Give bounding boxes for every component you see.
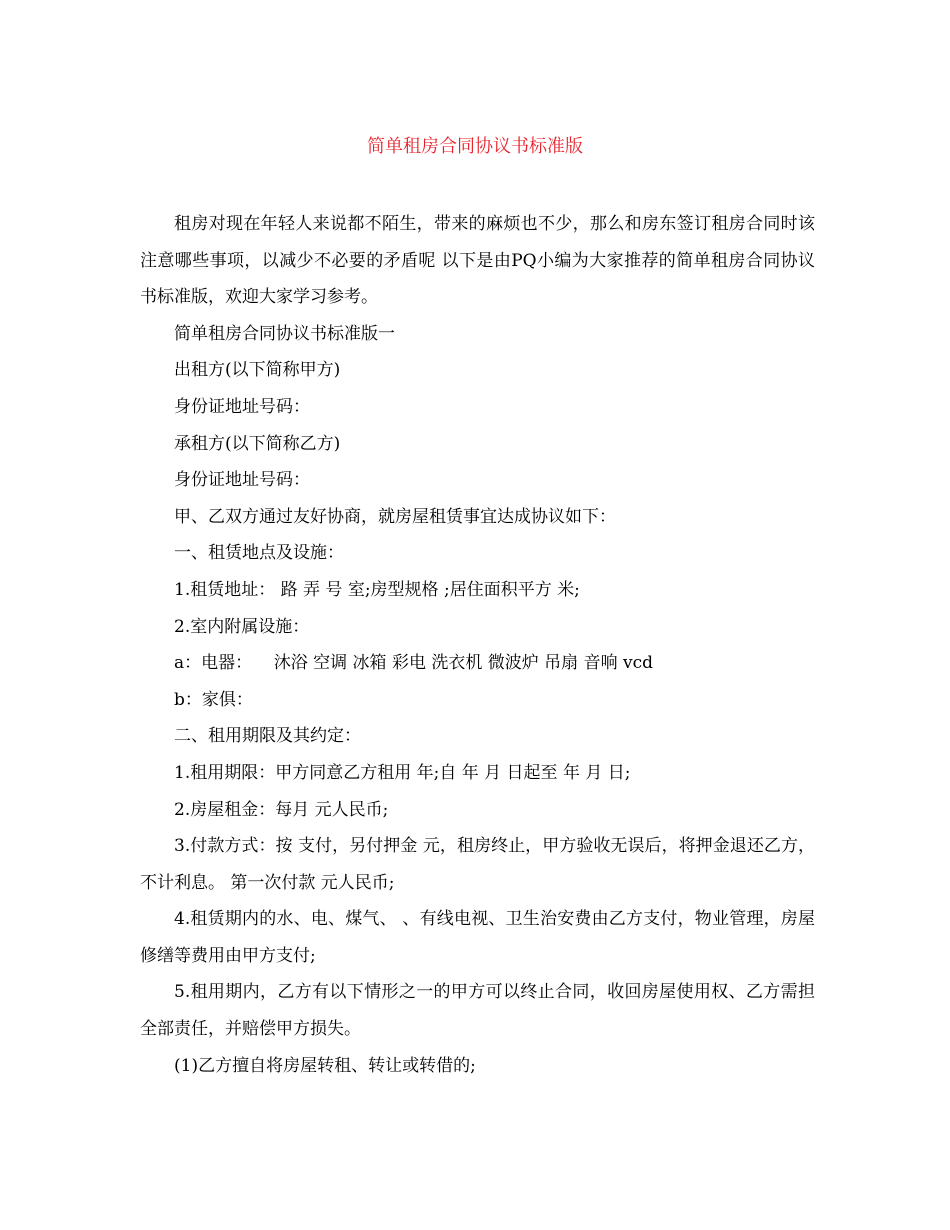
lessor-id-line: 身份证地址号码： <box>174 396 310 417</box>
lessee-line: 承租方(以下简称乙方) <box>174 433 341 454</box>
clause-item: a：电器： 沐浴 空调 冰箱 彩电 洗衣机 微波炉 吊扇 音响 vcd <box>174 653 653 674</box>
clause-heading-2: 二、租用期限及其约定： <box>174 726 361 747</box>
clause-item: 1.租用期限：甲方同意乙方租用 年;自 年 月 日起至 年 月 日; <box>174 762 631 783</box>
section-heading: 简单租房合同协议书标准版一 <box>174 323 395 344</box>
clause-item: 1.租赁地址： 路 弄 号 室;房型规格 ;居住面积平方 米; <box>174 579 580 600</box>
clause-item: 5.租用期内，乙方有以下情形之一的甲方可以终止合同，收回房屋使用权、乙方需担全部责任，并赔偿甲方损失。 <box>140 982 815 1040</box>
intro-paragraph: 租房对现在年轻人来说都不陌生，带来的麻烦也不少，那么和房东签订租房合同时该注意哪些事项，以减少不必要的矛盾呢 以下是由PQ小编为大家推荐的简单租房合同协议书标准版，欢迎大家学习参考。 <box>140 214 815 308</box>
clause-subitem: (1)乙方擅自将房屋转租、转让或转借的; <box>174 1055 476 1076</box>
lessee-id-line: 身份证地址号码： <box>174 470 310 491</box>
document-body <box>140 206 815 1084</box>
clause-heading-1: 一、租赁地点及设施： <box>174 543 344 564</box>
clause-item: 2.房屋租金：每月 元人民币; <box>174 799 389 820</box>
clause-item: 4.租赁期内的水、电、煤气、 、有线电视、卫生治安费由乙方支付，物业管理，房屋修缮等费用由甲方支付; <box>140 909 815 966</box>
clause-item: 2.室内附属设施： <box>174 616 310 637</box>
lessor-line: 出租方(以下简称甲方) <box>174 360 341 381</box>
document-title: 简单租房合同协议书标准版 <box>367 136 583 157</box>
agreement-line: 甲、乙双方通过友好协商，就房屋租赁事宜达成协议如下： <box>174 506 616 527</box>
clause-item: b：家俱： <box>174 689 253 710</box>
clause-item: 3.付款方式：按 支付，另付押金 元，租房终止，甲方验收无误后，将押金退还乙方，不计利息。 第一次付款 元人民币; <box>140 836 815 893</box>
